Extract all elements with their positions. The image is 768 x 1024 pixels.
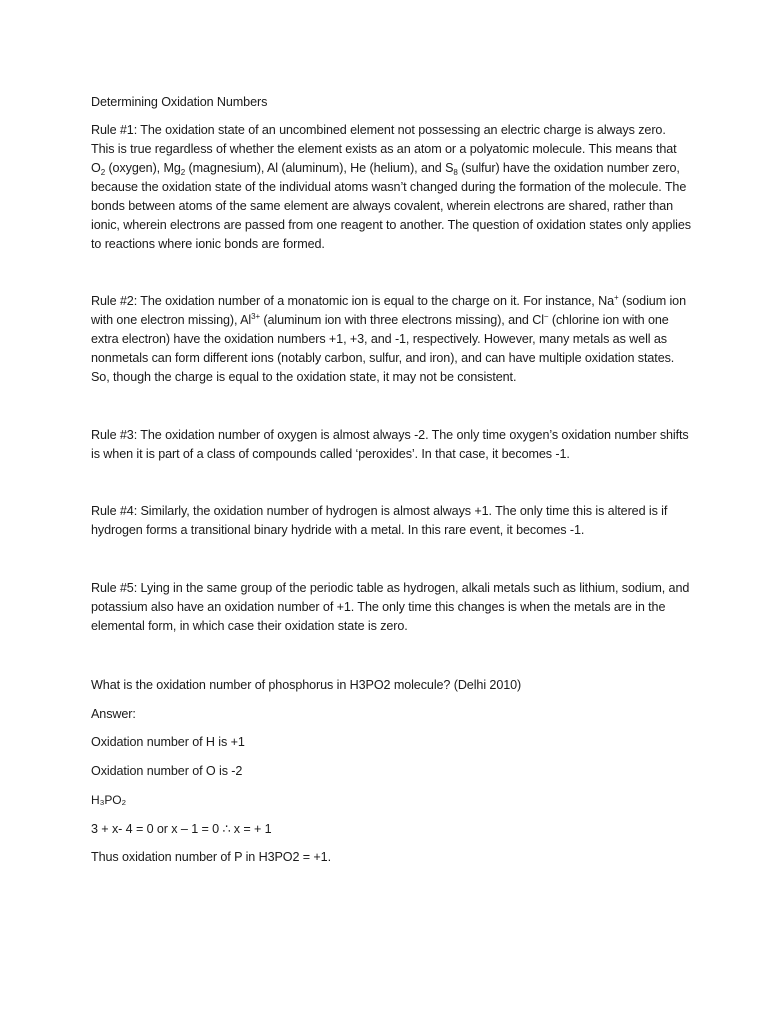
magnesium-subscript: 2 — [180, 168, 186, 177]
document-title: Determining Oxidation Numbers — [91, 95, 268, 109]
rule-5-paragraph: Rule #5: Lying in the same group of the periodic table as hydrogen, alkali metals such as lithium, sodium, and potassium also have an oxidation number of +1. The only time this changes is when the metals are in the elemental form, in which case their oxidation state is zero. — [91, 581, 690, 633]
rule-2-text-a: Rule #2: The oxidation number of a monatomic ion is equal to the charge on it. For instance, Na — [91, 294, 615, 308]
rule-1-text-c: (magnesium), Al (aluminum), He (helium), and S — [185, 161, 454, 175]
rule-1-text-a: Rule #1: The oxidation state of an uncombined element not possessing an electric charge is always zero. This is true regardless of whether the element exists as an atom or a polyatomic molecule. This means that O — [91, 123, 677, 175]
rule-1-text-b: (oxygen), Mg — [105, 161, 181, 175]
solution-equation: 3 + x- 4 = 0 or x – 1 = 0 ∴ x = + 1 — [91, 822, 272, 836]
rule-3-paragraph: Rule #3: The oxidation number of oxygen is almost always -2. The only time oxygen’s oxidation number shifts is when it is part of a class of compounds called ‘peroxides’. In that case, it becomes -1. — [91, 428, 689, 461]
rule-2-text-c: (aluminum ion with three electrons missing), and Cl — [260, 313, 544, 327]
rule-1-paragraph — [91, 121, 691, 254]
oxygen-oxidation-step: Oxidation number of O is -2 — [91, 764, 243, 778]
rule-2-text-b: (sodium ion with one electron missing), Al — [91, 294, 686, 327]
answer-label: Answer: — [91, 707, 136, 721]
rule-2-text-d: (chlorine ion with one extra electron) have the oxidation numbers +1, +3, and -1, respectively. However, many metals as well as nonmetals can form different ions (notably carbon, sulfur, and iron), and can have multiple oxidation states. So, though the charge is equal to the oxidation state, it may not be consistent. — [91, 313, 675, 384]
rule-1-text-d: (sulfur) have the oxidation number zero, because the oxidation state of the individual atoms wasn’t changed during the formation of the molecule. The bonds between atoms of the same element are always covalent, wherein electrons are shared, rather than ionic, wherein electrons are passed from one reagent to another. The question of oxidation states only applies to reactions where ionic bonds are formed. — [91, 161, 691, 251]
rule-2-paragraph — [91, 292, 691, 387]
conclusion-text: Thus oxidation number of P in H3PO2 = +1. — [91, 850, 331, 864]
aluminum-charge-superscript: 3+ — [251, 312, 261, 321]
molecule-formula: H₃PO₂ — [91, 793, 127, 807]
question-text: What is the oxidation number of phosphorus in H3PO2 molecule? (Delhi 2010) — [91, 678, 522, 692]
hydrogen-oxidation-step: Oxidation number of H is +1 — [91, 735, 245, 749]
oxygen-subscript: 2 — [100, 168, 106, 177]
sulfur-subscript: 8 — [453, 168, 458, 177]
rule-4-paragraph: Rule #4: Similarly, the oxidation number of hydrogen is almost always +1. The only time this is altered is if hydrogen forms a transitional binary hydride with a metal. In this rare event, it becomes -1. — [91, 504, 668, 537]
sodium-charge-superscript: + — [614, 293, 619, 302]
chlorine-charge-superscript: − — [543, 312, 549, 321]
